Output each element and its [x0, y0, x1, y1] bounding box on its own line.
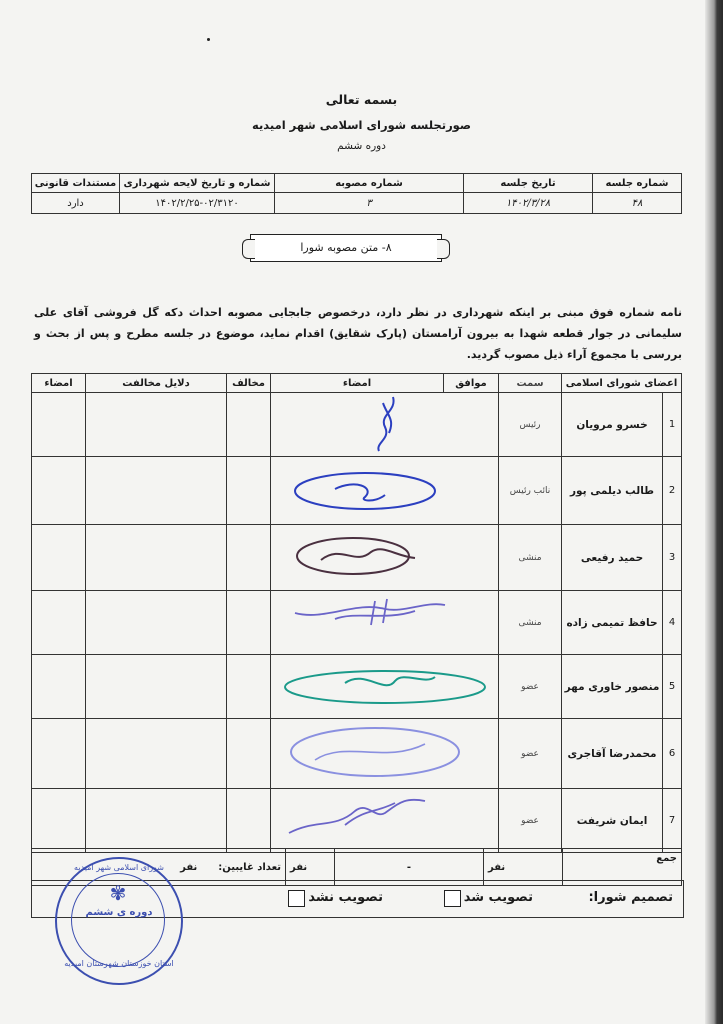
- signature-mark: [275, 459, 495, 519]
- decision-label: تصمیم شورا:: [588, 890, 673, 905]
- member-number: 1: [663, 393, 682, 457]
- scan-speck: [207, 38, 210, 41]
- total-dash: -: [335, 849, 484, 886]
- invocation: بسمه تعالی: [325, 92, 398, 107]
- member-role: منشی: [499, 591, 562, 655]
- reason-cell: [86, 393, 227, 457]
- member-name: منصور خاوری مهر: [562, 655, 663, 719]
- reason-cell: [86, 457, 227, 525]
- signature-mark: [275, 720, 495, 784]
- meta-header: شماره جلسه: [593, 174, 682, 193]
- signature-cell: [271, 457, 499, 525]
- oppose-cell: [227, 789, 271, 853]
- session-number: ۴۸: [593, 193, 682, 214]
- signature-mark: [275, 526, 495, 586]
- rejected-label: تصویب نشد: [308, 890, 383, 905]
- col-header-signature: امضاء: [271, 374, 444, 393]
- member-name: حافظ تمیمی زاده: [562, 591, 663, 655]
- document-title: صورتجلسه شورای اسلامی شهر امیدیه: [251, 118, 472, 132]
- section-title: ۸- متن مصوبه شورا: [300, 241, 392, 254]
- member-role: رئیس: [499, 393, 562, 457]
- signature-cell-2: [32, 393, 86, 457]
- signature-cell-2: [32, 457, 86, 525]
- member-row: [32, 789, 682, 853]
- reason-cell: [86, 525, 227, 591]
- signature-cell-2: [32, 591, 86, 655]
- absent-unit: نفر: [180, 861, 198, 873]
- col-header-signature-2: امضاء: [32, 374, 86, 393]
- member-row: [32, 719, 682, 789]
- resolution-number: ۳: [275, 193, 464, 214]
- section-title-banner: [250, 234, 442, 262]
- member-row: [32, 591, 682, 655]
- council-members-table: [31, 373, 682, 853]
- resolution-text: نامه شماره فوق مبنی بر اینکه شهرداری در نظر دارد، درخصوص جابجایی مصوبه احداث دکه گل فروشی آقای علی سلیمانی در جوار قطعه شهدا به بیرون آرامستان (پارک شقایق) اقدام نماید، موضوع در جلسه مطرح و پس از بحث و بررسی با مجموع آراء ذیل مصوب گردید.: [34, 306, 682, 361]
- member-name: محمدرضا آقاجری: [562, 719, 663, 789]
- reason-cell: [86, 591, 227, 655]
- member-row: [32, 457, 682, 525]
- col-header-oppose: مخالف: [227, 374, 271, 393]
- member-name: حمید رفیعی: [562, 525, 663, 591]
- signature-cell-2: [32, 525, 86, 591]
- member-number: 4: [663, 591, 682, 655]
- oppose-cell: [227, 591, 271, 655]
- bill-number-date: ۱۴۰۲/۲/۲۵-۰۲/۳۱۲۰: [120, 193, 275, 214]
- signature-cell: [271, 789, 499, 853]
- approved-checkbox[interactable]: [444, 890, 461, 907]
- signature-cell-2: [32, 655, 86, 719]
- emblem-icon: ✾: [109, 881, 127, 905]
- oppose-cell: [227, 719, 271, 789]
- signature-mark: [275, 591, 495, 651]
- signature-cell-2: [32, 719, 86, 789]
- meta-header: شماره و تاریخ لایحه شهرداری: [120, 174, 275, 193]
- scan-edge: [705, 0, 723, 1024]
- member-row: [32, 525, 682, 591]
- seal-middle-text: دوره ی ششم: [85, 907, 153, 918]
- member-role: عضو: [499, 655, 562, 719]
- member-number: 7: [663, 789, 682, 853]
- rejected-checkbox[interactable]: [288, 890, 305, 907]
- member-name: خسرو مرویان: [562, 393, 663, 457]
- reason-cell: [86, 789, 227, 853]
- total-label: جمع: [563, 849, 682, 886]
- session-date: ۱۴۰۲/۳/۲۸: [464, 193, 593, 214]
- absent-label: تعداد غایبین:: [218, 861, 281, 873]
- member-number: 6: [663, 719, 682, 789]
- member-role: نائب رئیس: [499, 457, 562, 525]
- member-number: 5: [663, 655, 682, 719]
- member-name: طالب دیلمی پور: [562, 457, 663, 525]
- oppose-unit: نفر: [286, 849, 335, 886]
- member-role: منشی: [499, 525, 562, 591]
- signature-cell-2: [32, 789, 86, 853]
- member-role: عضو: [499, 719, 562, 789]
- council-seal: [55, 857, 183, 985]
- signature-cell: [271, 393, 499, 457]
- oppose-cell: [227, 655, 271, 719]
- agree-unit: نفر: [484, 849, 563, 886]
- oppose-cell: [227, 525, 271, 591]
- meta-header: تاریخ جلسه: [464, 174, 593, 193]
- signature-mark: [275, 789, 495, 849]
- signature-cell: [271, 591, 499, 655]
- member-name: ایمان شریفت: [562, 789, 663, 853]
- member-role: عضو: [499, 789, 562, 853]
- seal-bottom-text: استان خوزستان شهرستان امیدیه: [64, 959, 174, 968]
- meeting-info-table: [31, 173, 682, 214]
- col-header-members: اعضای شورای اسلامی: [562, 374, 682, 393]
- oppose-cell: [227, 393, 271, 457]
- approved-label: تصویب شد: [463, 890, 533, 905]
- seal-top-text: شورای اسلامی شهر امیدیه: [74, 863, 164, 872]
- signature-mark: [275, 655, 495, 715]
- meta-header: مستندات قانونی: [32, 174, 120, 193]
- reason-cell: [86, 655, 227, 719]
- member-row: [32, 655, 682, 719]
- signature-mark: [275, 393, 495, 453]
- member-number: 3: [663, 525, 682, 591]
- reason-cell: [86, 719, 227, 789]
- signature-cell: [271, 525, 499, 591]
- council-term: دوره ششم: [337, 140, 386, 152]
- oppose-cell: [227, 457, 271, 525]
- member-row: [32, 393, 682, 457]
- signature-cell: [271, 655, 499, 719]
- signature-cell: [271, 719, 499, 789]
- col-header-agree: موافق: [444, 374, 499, 393]
- meta-header: شماره مصوبه: [275, 174, 464, 193]
- col-header-role: سمت: [499, 374, 562, 393]
- member-number: 2: [663, 457, 682, 525]
- legal-basis: دارد: [32, 193, 120, 214]
- col-header-reasons: دلایل مخالفت: [86, 374, 227, 393]
